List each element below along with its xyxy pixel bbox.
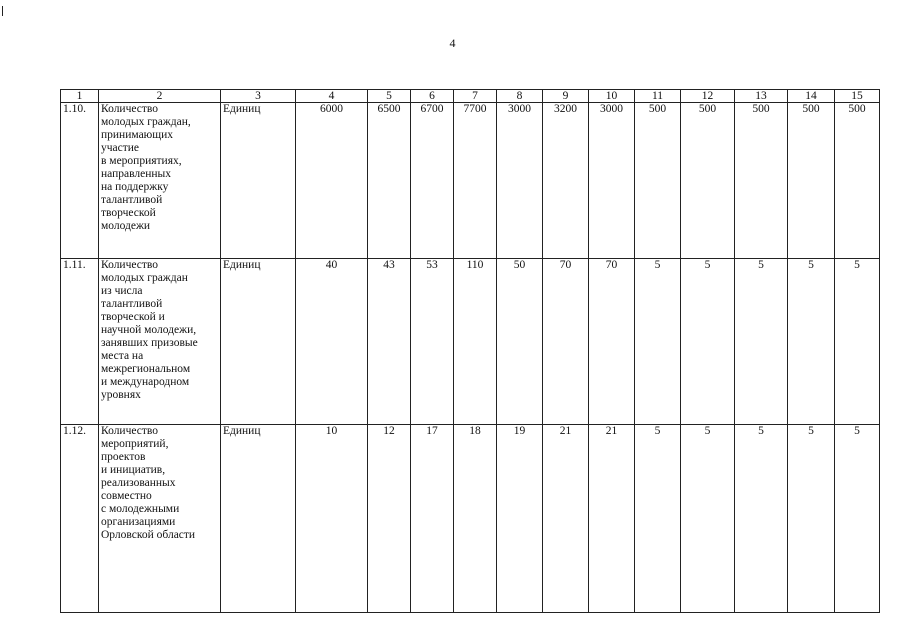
value-cell: 53 [411, 259, 454, 425]
value-cell: 19 [497, 425, 543, 613]
unit-cell: Единиц [221, 425, 296, 613]
value-cell: 7700 [454, 103, 497, 259]
column-header: 9 [543, 90, 589, 103]
column-header: 12 [681, 90, 735, 103]
column-number-row [61, 90, 880, 103]
value-cell: 18 [454, 425, 497, 613]
value-cell: 5 [681, 259, 735, 425]
value-cell: 5 [788, 425, 835, 613]
value-cell: 21 [543, 425, 589, 613]
table-row [61, 425, 880, 613]
value-cell: 500 [835, 103, 880, 259]
value-cell: 6700 [411, 103, 454, 259]
value-cell: 500 [788, 103, 835, 259]
table-row [61, 103, 880, 259]
value-cell: 6000 [296, 103, 368, 259]
value-cell: 5 [835, 425, 880, 613]
value-cell: 110 [454, 259, 497, 425]
value-cell: 5 [835, 259, 880, 425]
scan-edge-mark [2, 6, 3, 16]
value-cell: 5 [635, 259, 681, 425]
value-cell: 500 [735, 103, 788, 259]
column-header: 5 [368, 90, 411, 103]
row-number: 1.10. [61, 103, 99, 259]
value-cell: 12 [368, 425, 411, 613]
row-number: 1.12. [61, 425, 99, 613]
value-cell: 3200 [543, 103, 589, 259]
value-cell: 500 [635, 103, 681, 259]
indicator-name: Количество молодых граждан, принимающих участие в мероприятиях, направленных на поддержку талантливой творческой молодежи [99, 103, 221, 259]
value-cell: 5 [735, 259, 788, 425]
column-header: 4 [296, 90, 368, 103]
unit-cell: Единиц [221, 259, 296, 425]
column-header: 11 [635, 90, 681, 103]
column-header: 14 [788, 90, 835, 103]
value-cell: 70 [589, 259, 635, 425]
value-cell: 5 [681, 425, 735, 613]
value-cell: 17 [411, 425, 454, 613]
value-cell: 40 [296, 259, 368, 425]
column-header: 7 [454, 90, 497, 103]
column-header: 8 [497, 90, 543, 103]
column-header: 13 [735, 90, 788, 103]
value-cell: 5 [735, 425, 788, 613]
indicator-name: Количество молодых граждан из числа талантливой творческой и научной молодежи, занявших призовые места на межрегиональном и международном уровнях [99, 259, 221, 425]
value-cell: 43 [368, 259, 411, 425]
column-header: 3 [221, 90, 296, 103]
column-header: 2 [99, 90, 221, 103]
column-header: 10 [589, 90, 635, 103]
table-row [61, 259, 880, 425]
value-cell: 5 [788, 259, 835, 425]
value-cell: 3000 [497, 103, 543, 259]
value-cell: 6500 [368, 103, 411, 259]
unit-cell: Единиц [221, 103, 296, 259]
indicator-name: Количество мероприятий, проектов и инициатив, реализованных совместно с молодежными организациями Орловской области [99, 425, 221, 613]
value-cell: 70 [543, 259, 589, 425]
value-cell: 3000 [589, 103, 635, 259]
column-header: 15 [835, 90, 880, 103]
value-cell: 500 [681, 103, 735, 259]
value-cell: 50 [497, 259, 543, 425]
column-header: 6 [411, 90, 454, 103]
value-cell: 21 [589, 425, 635, 613]
value-cell: 10 [296, 425, 368, 613]
row-number: 1.11. [61, 259, 99, 425]
value-cell: 5 [635, 425, 681, 613]
indicators-table [60, 89, 880, 613]
column-header: 1 [61, 90, 99, 103]
page-number: 4 [449, 36, 456, 50]
